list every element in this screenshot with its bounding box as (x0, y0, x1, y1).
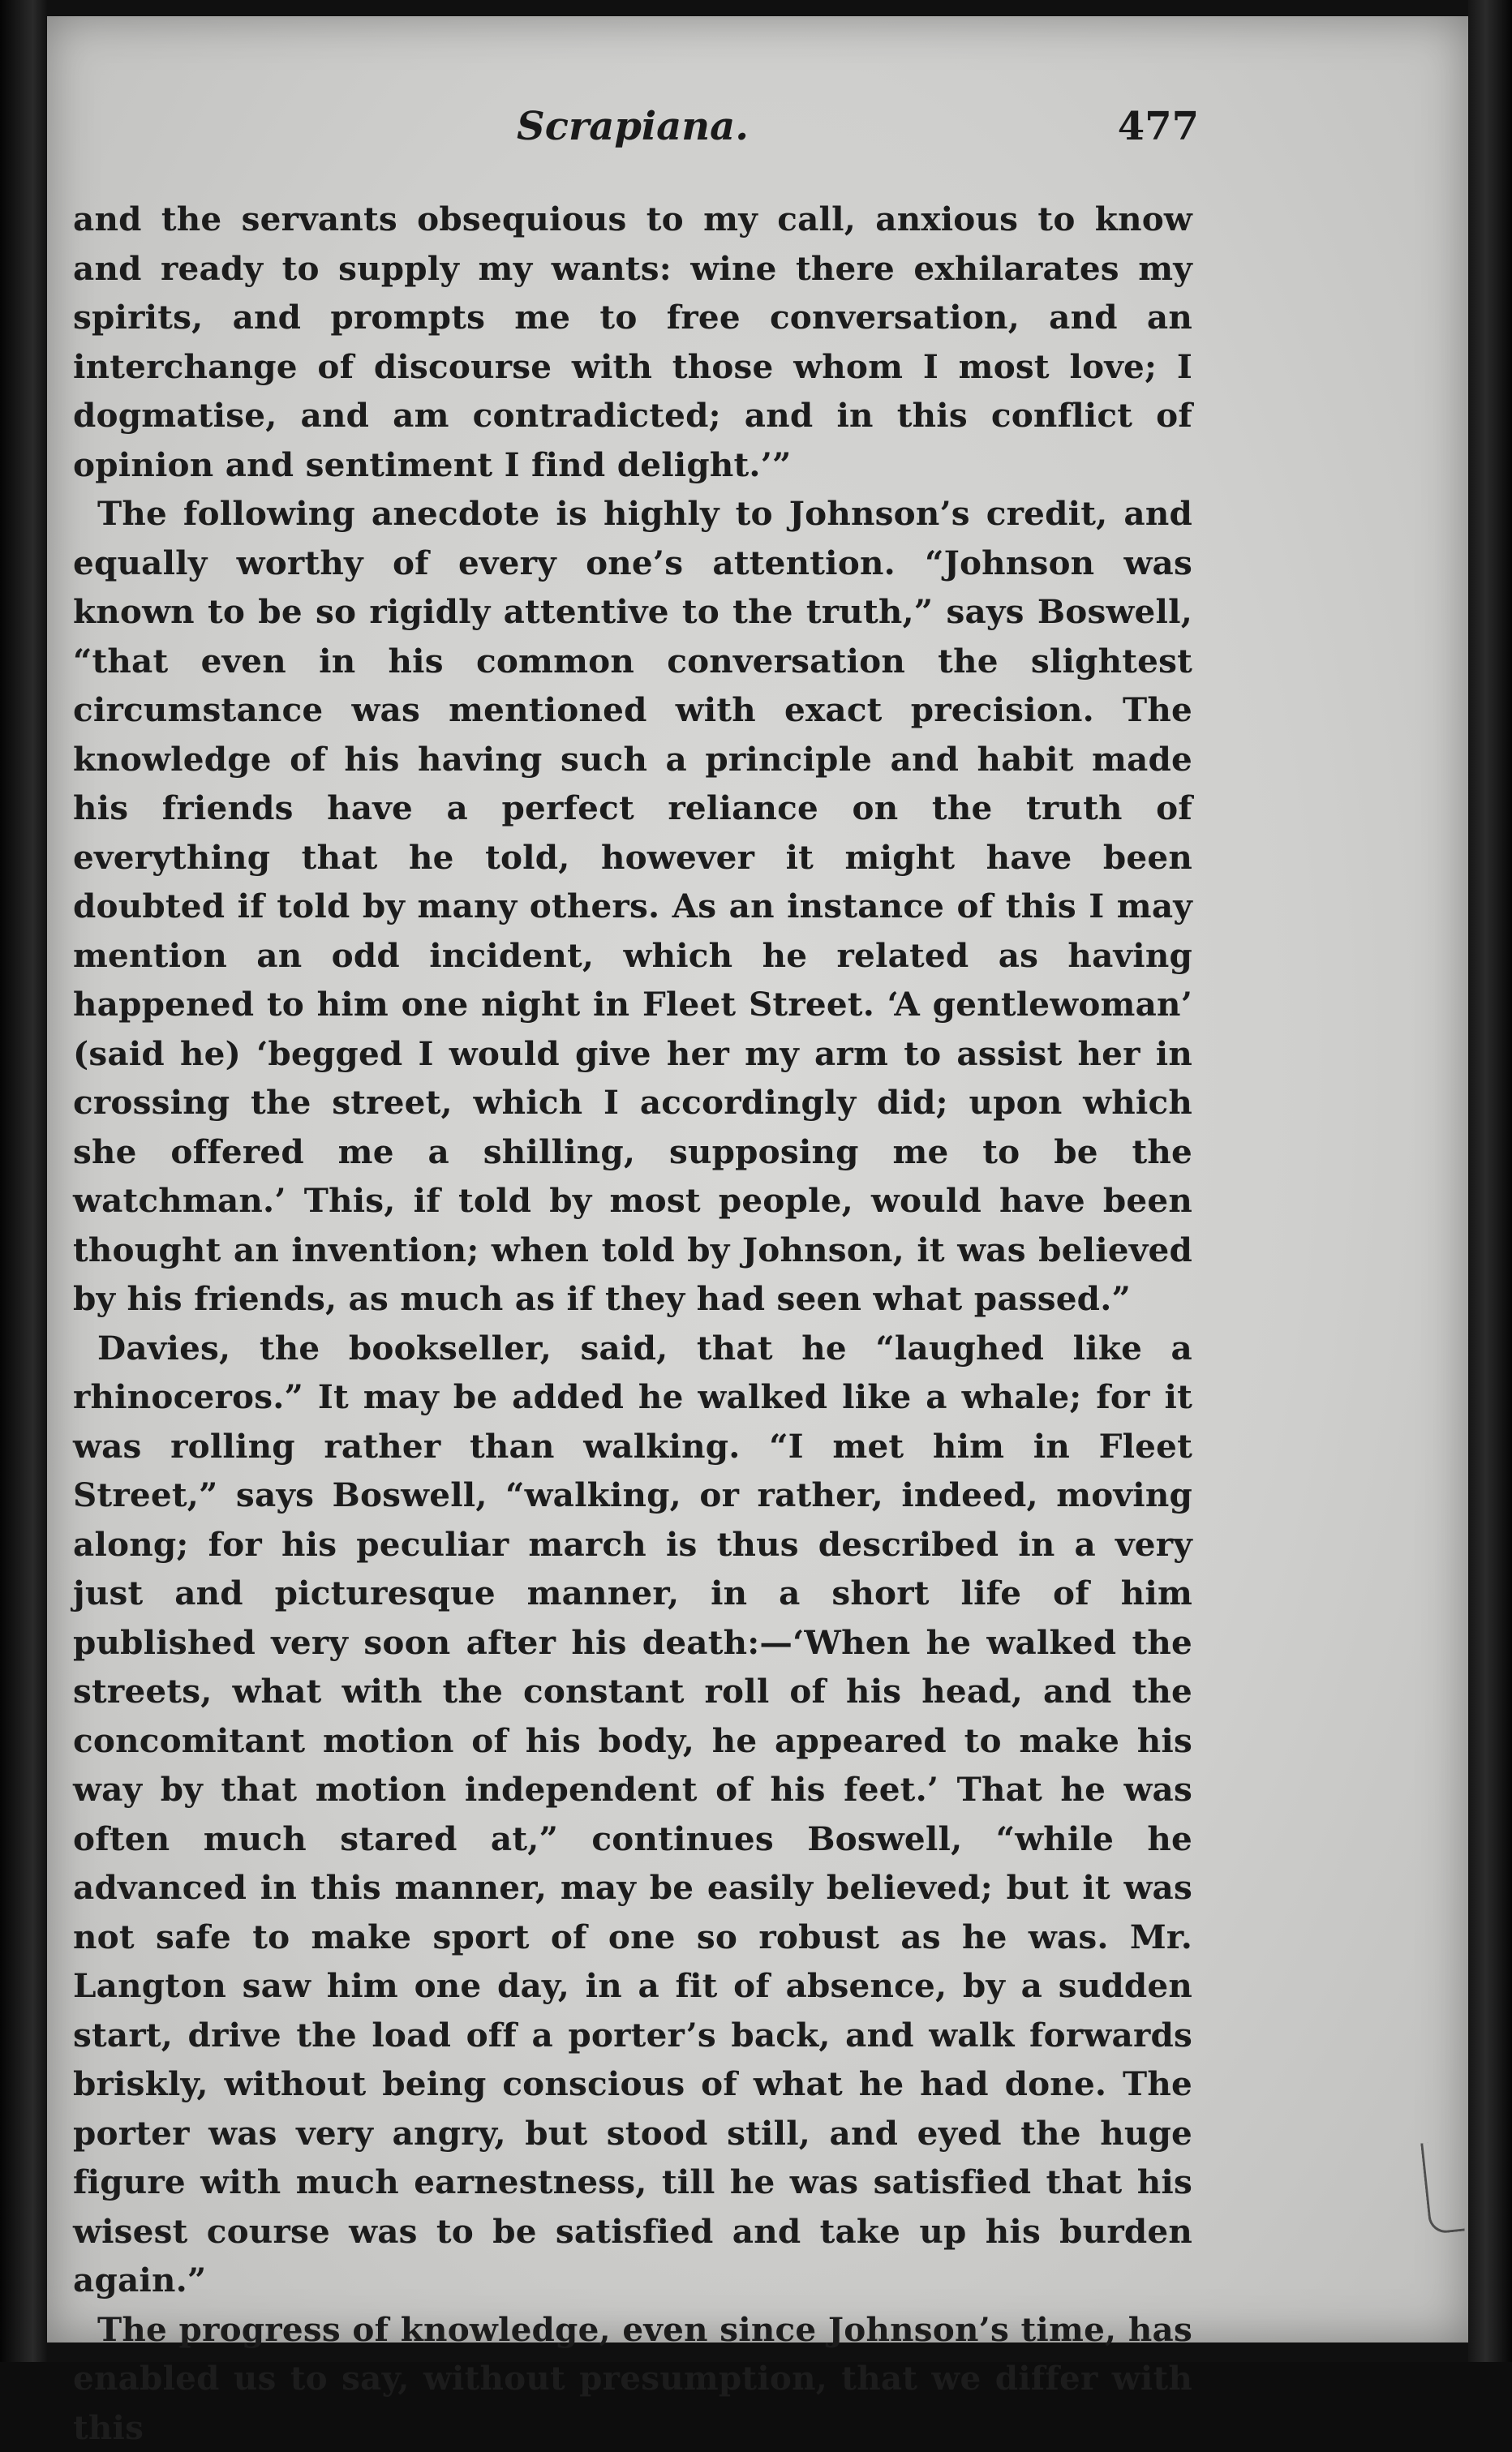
page-header (73, 104, 1192, 169)
page-number: 477 (1118, 104, 1199, 149)
page-edge-shadow (1468, 0, 1512, 2362)
paragraph: The following anecdote is highly to Johnson’s credit, and equally worthy of every one’s attention. “Johnson was known to be so rigidly attentive to the truth,” says Boswell, “that even in his common conversation the slightest circumstance was mentioned with exact precision. The knowledge of his having such a principle and habit made his friends have a perfect reliance on the truth of everything that he told, however it might have been doubted if told by many others. As an instance of this I may mention an odd incident, which he related as having happened to him one night in Fleet Street. ‘A gentlewoman’ (said he) ‘begged I would give her my arm to assist her in crossing the street, which I accordingly did; upon which she offered me a shilling, supposing me to be the watchman.’ This, if told by most people, would have been thought an invention; when told by Johnson, it was believed by his friends, as much as if they had seen what passed.” (73, 489, 1192, 1324)
page-body (73, 195, 1192, 2452)
paragraph: and the servants obsequious to my call, anxious to know and ready to supply my wants: wine there exhilarates my spirits, and prompts me to free conversation, and an interchange of discourse with those whom I most love; I dogmatise, and am contradicted; and in this conflict of opinion and sentiment I find delight.’” (73, 195, 1192, 489)
book-binding-shadow (0, 0, 47, 2362)
paragraph: The progress of knowledge, even since Johnson’s time, has enabled us to say, without presumption, that we differ with this (73, 2305, 1192, 2452)
running-title: Scrapiana. (73, 104, 1192, 149)
paragraph: Davies, the bookseller, said, that he “laughed like a rhinoceros.” It may be added he walked like a whale; for it was rolling rather than walking. “I met him in Fleet Street,” says Boswell, “walking, or rather, indeed, moving along; for his peculiar march is thus described in a very just and picturesque manner, in a short life of him published very soon after his death:—‘When he walked the streets, what with the constant roll of his head, and the concomitant motion of his body, he appeared to make his way by that motion independent of his feet.’ That he was often much stared at,” continues Boswell, “while he advanced in this manner, may be easily believed; but it was not safe to make sport of one so robust as he was. Mr. Langton saw him one day, in a fit of absence, by a sudden start, drive the load off a porter’s back, and walk forwards briskly, without being conscious of what he had done. The porter was very angry, but stood still, and eyed the huge figure with much earnestness, till he was satisfied that his wisest course was to be satisfied and take up his burden again.” (73, 1324, 1192, 2305)
